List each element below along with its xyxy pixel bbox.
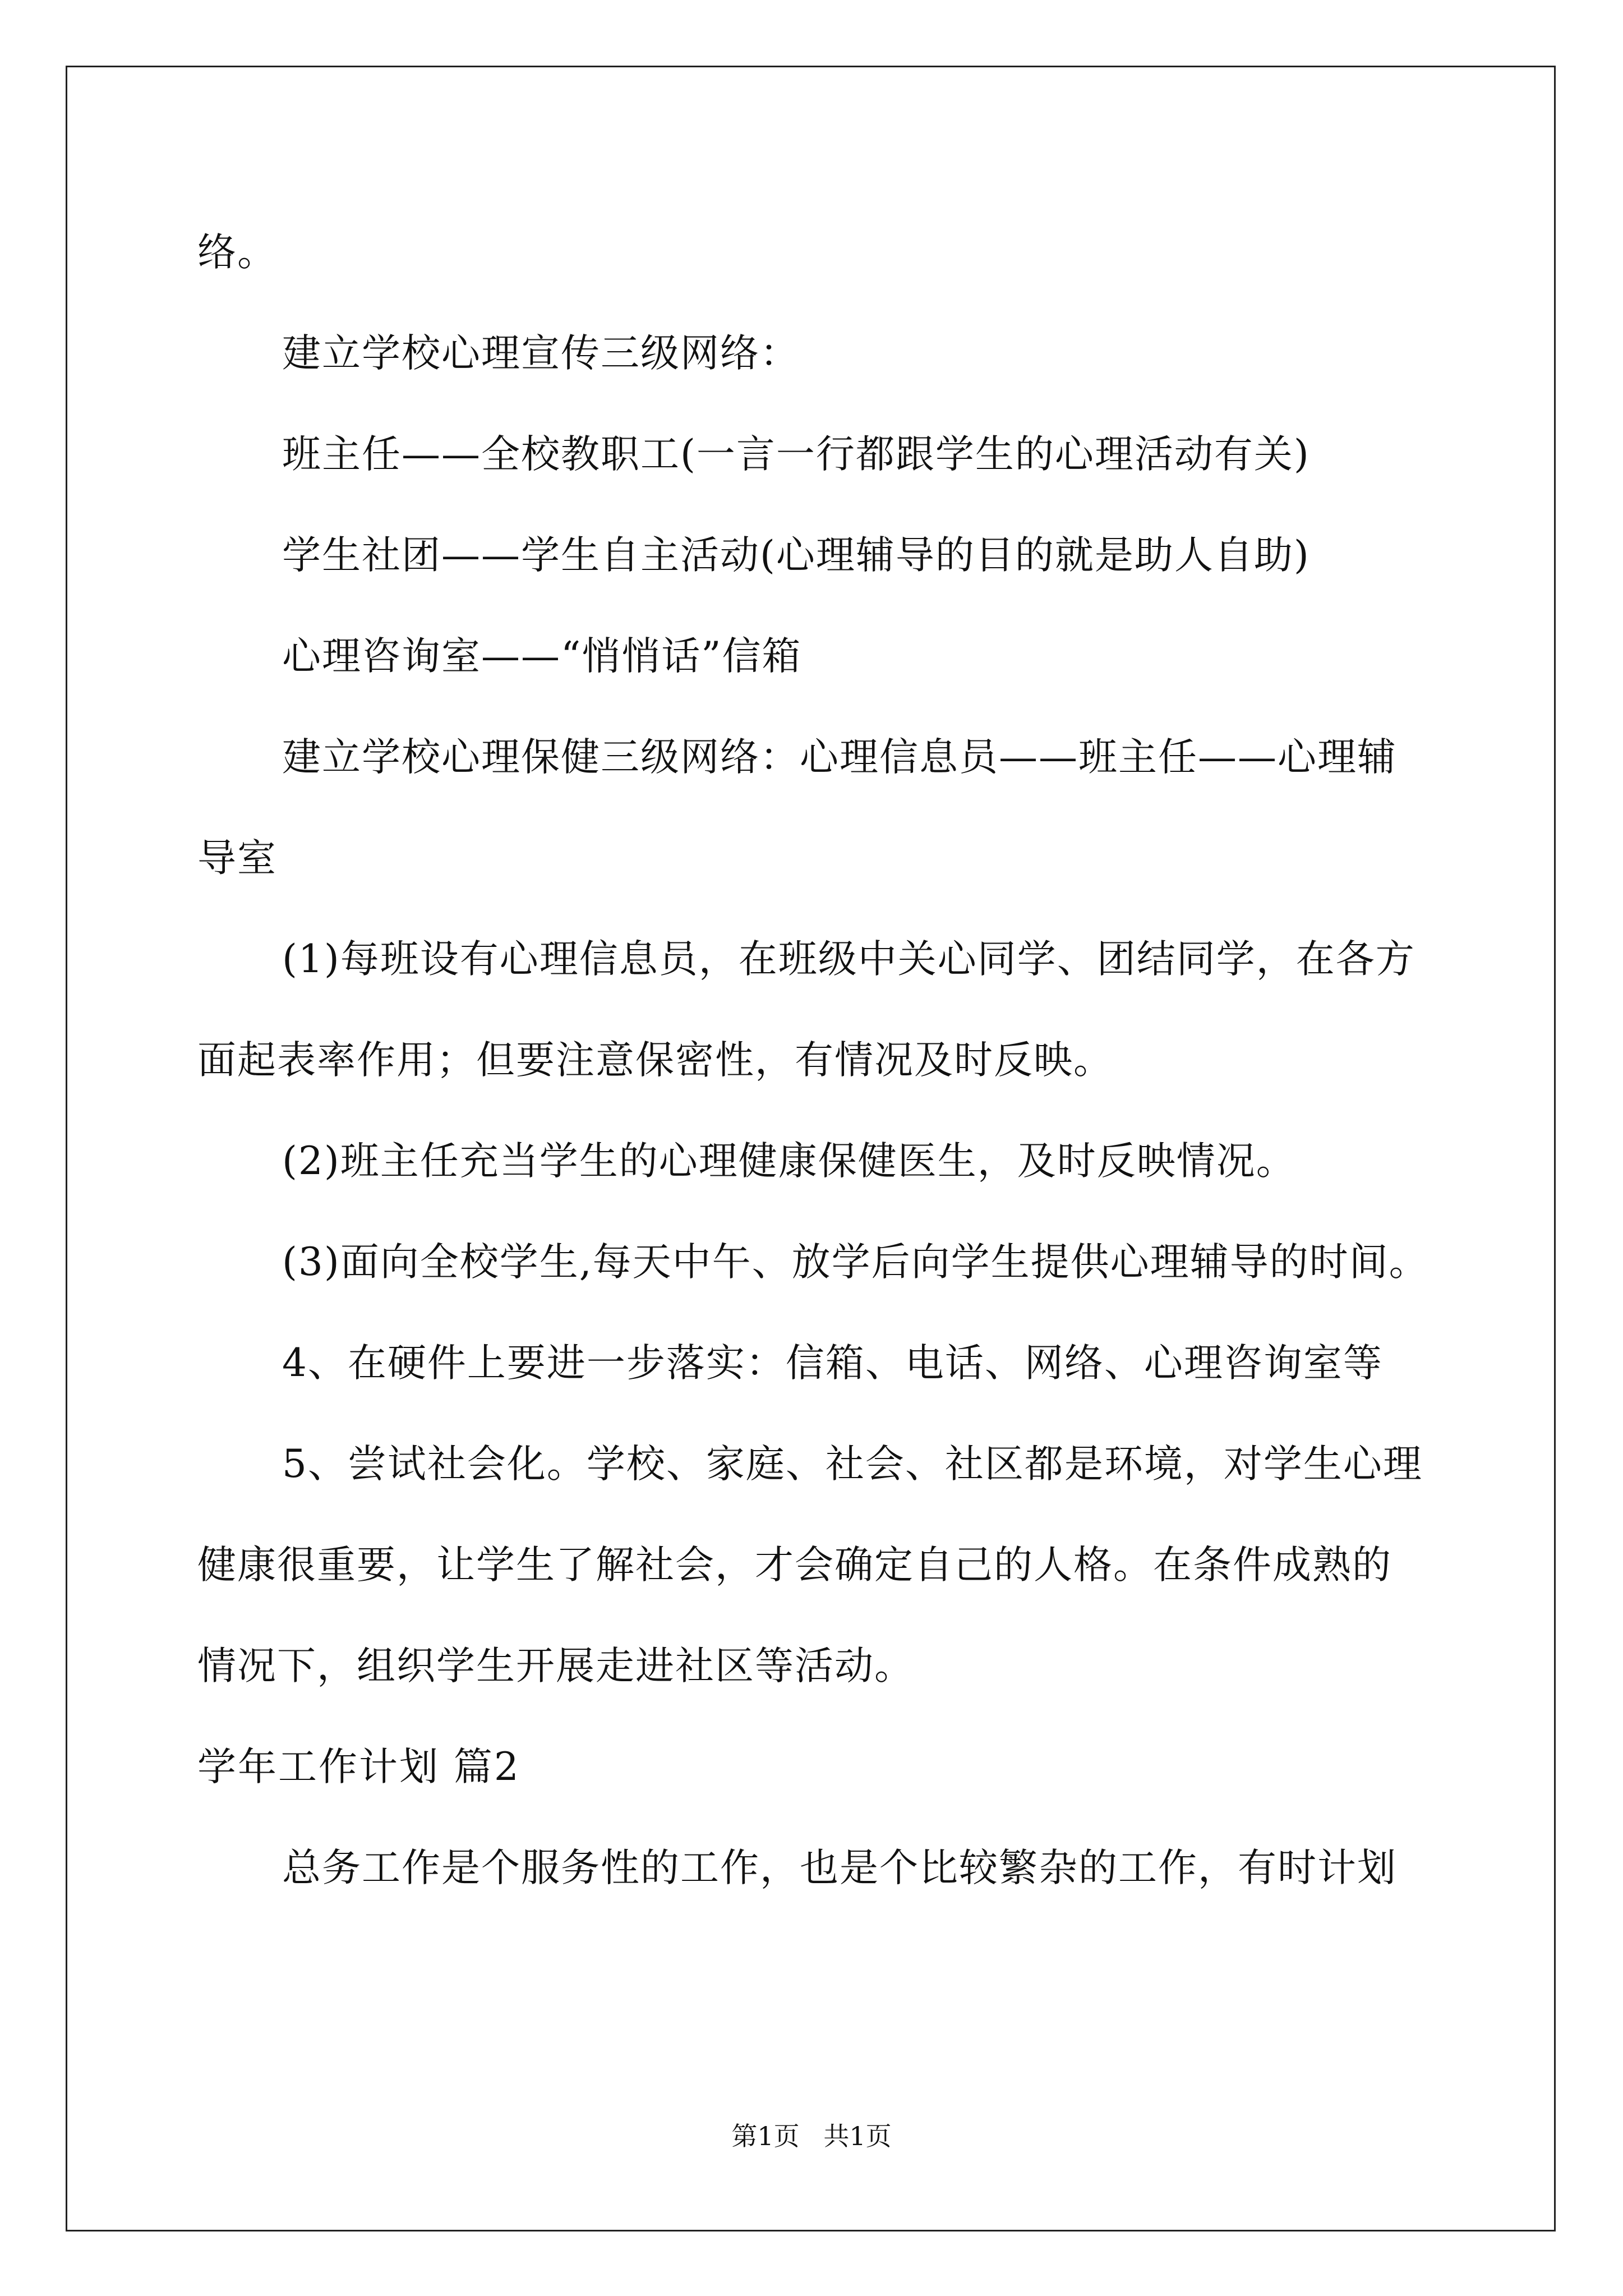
text-line: 5、尝试社会化。学校、家庭、社会、社区都是环境，对学生心理 <box>282 1442 1423 1487</box>
text-line: 面起表率作用；但要注意保密性，有情况及时反映。 <box>197 1038 1113 1083</box>
text-line: 4、在硬件上要进一步落实：信箱、电话、网络、心理咨询室等 <box>282 1341 1383 1386</box>
text-line: 心理咨询室——“悄悄话”信箱 <box>282 634 802 679</box>
text-line: (2)班主任充当学生的心理健康保健医生，及时反映情况。 <box>282 1139 1296 1184</box>
page-number: 第1页 <box>731 2121 800 2151</box>
section-heading: 学年工作计划 篇2 <box>197 1745 520 1789</box>
text-line: 健康很重要，让学生了解社会，才会确定自己的人格。在条件成熟的 <box>197 1543 1392 1588</box>
text-line: (3)面向全校学生,每天中午、放学后向学生提供心理辅导的时间。 <box>282 1240 1429 1285</box>
text-line: 学生社团——学生自主活动(心理辅导的目的就是助人自助) <box>282 533 1310 578</box>
text-line: 班主任——全校教职工(一言一行都跟学生的心理活动有关) <box>282 432 1310 477</box>
text-line: 建立学校心理宣传三级网络： <box>282 331 800 376</box>
page-total: 共1页 <box>823 2121 892 2151</box>
text-line: 情况下，组织学生开展走进社区等活动。 <box>197 1644 914 1688</box>
text-line: 络。 <box>197 230 277 275</box>
text-line: 总务工作是个服务性的工作，也是个比较繁杂的工作，有时计划 <box>282 1846 1397 1890</box>
text-line: 导室 <box>197 836 277 881</box>
text-line: (1)每班设有心理信息员，在班级中关心同学、团结同学，在各方 <box>282 937 1415 982</box>
text-line: 建立学校心理保健三级网络：心理信息员——班主任——心理辅 <box>282 735 1397 780</box>
page-footer <box>0 2119 1623 2153</box>
